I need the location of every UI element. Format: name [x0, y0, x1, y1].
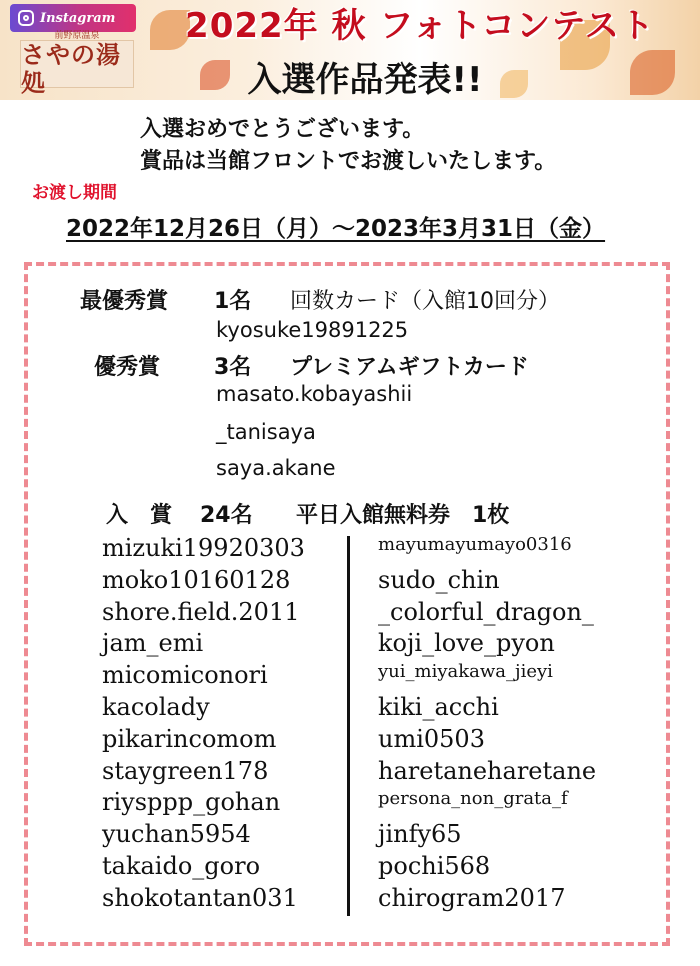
- prize-winner-name: staygreen178: [102, 756, 269, 785]
- prize-reward: 平日入館無料券 1枚: [296, 503, 510, 528]
- grand-prize-title: 最優秀賞: [80, 289, 169, 314]
- period-label: お渡し期間: [32, 183, 117, 203]
- prize-winner-name: pikarincomom: [102, 724, 277, 753]
- prize-winner-name: micomiconori: [102, 661, 268, 690]
- excellent-prize-count: 3名: [214, 355, 252, 380]
- page-subtitle: 入選作品発表!!: [247, 60, 483, 100]
- logo-subtext: 前野原温泉: [54, 31, 100, 41]
- prize-winner-name: koji_love_pyon: [378, 629, 555, 658]
- instagram-label: Instagram: [40, 10, 116, 26]
- prize-winner-name: sudo_chin: [378, 565, 500, 594]
- excellent-winner: saya.akane: [216, 456, 336, 480]
- prize-title: 入 賞: [106, 503, 173, 528]
- congrats-message: 入選おめでとうございます。: [140, 117, 425, 142]
- page-title: 2022年 秋 フォトコンテスト: [185, 6, 655, 46]
- prize-winner-name: umi0503: [378, 724, 485, 753]
- prize-winner-name: yuchan5954: [102, 820, 251, 849]
- prize-winner-name: riysppp_gohan: [102, 788, 281, 817]
- prize-winner-name: pochi568: [378, 852, 491, 880]
- prize-winner-name: takaido_goro: [102, 852, 261, 880]
- prize-pickup-message: 賞品は当館フロントでお渡しいたします。: [140, 149, 557, 174]
- prize-winner-name: chirogram2017: [378, 883, 566, 912]
- prize-winner-name: mayumayumayo0316: [378, 534, 572, 555]
- prize-winner-name: persona_non_grata_f: [378, 788, 568, 810]
- instagram-badge[interactable]: [10, 4, 136, 32]
- prize-count: 24名: [200, 503, 253, 528]
- prize-winner-name: _colorful_dragon_: [378, 597, 594, 626]
- ryokan-logo: [20, 31, 134, 97]
- prize-winner-name: moko10160128: [102, 565, 291, 594]
- prize-winner-name: shore.field.2011: [102, 597, 300, 626]
- prize-winner-name: shokotantan031: [102, 883, 298, 912]
- grand-prize-winner: kyosuke19891225: [216, 318, 409, 342]
- logo-text: さやの湯処: [21, 40, 121, 97]
- excellent-prize-reward: プレミアムギフトカード: [290, 355, 529, 380]
- excellent-winner: _tanisaya: [216, 420, 316, 444]
- prize-winner-name: kacolady: [102, 693, 210, 721]
- period-dates: 2022年12月26日（月）～2023年3月31日（金）: [66, 216, 606, 242]
- instagram-icon: [18, 10, 34, 26]
- prize-winner-name: jam_emi: [102, 629, 204, 658]
- grand-prize-reward: 回数カード（入館10回分）: [290, 289, 560, 314]
- prize-winner-name: haretaneharetane: [378, 756, 597, 785]
- prize-winner-name: mizuki19920303: [102, 534, 305, 562]
- column-divider: [347, 536, 350, 916]
- excellent-winner: masato.kobayashii: [216, 382, 413, 406]
- prize-winner-name: yui_miyakawa_jieyi: [378, 661, 553, 683]
- grand-prize-count: 1名: [214, 289, 252, 314]
- excellent-prize-title: 優秀賞: [94, 355, 161, 380]
- prize-winner-name: jinfy65: [378, 820, 462, 849]
- autumn-leaf-decoration: [630, 50, 675, 95]
- prize-winner-name: kiki_acchi: [378, 693, 499, 721]
